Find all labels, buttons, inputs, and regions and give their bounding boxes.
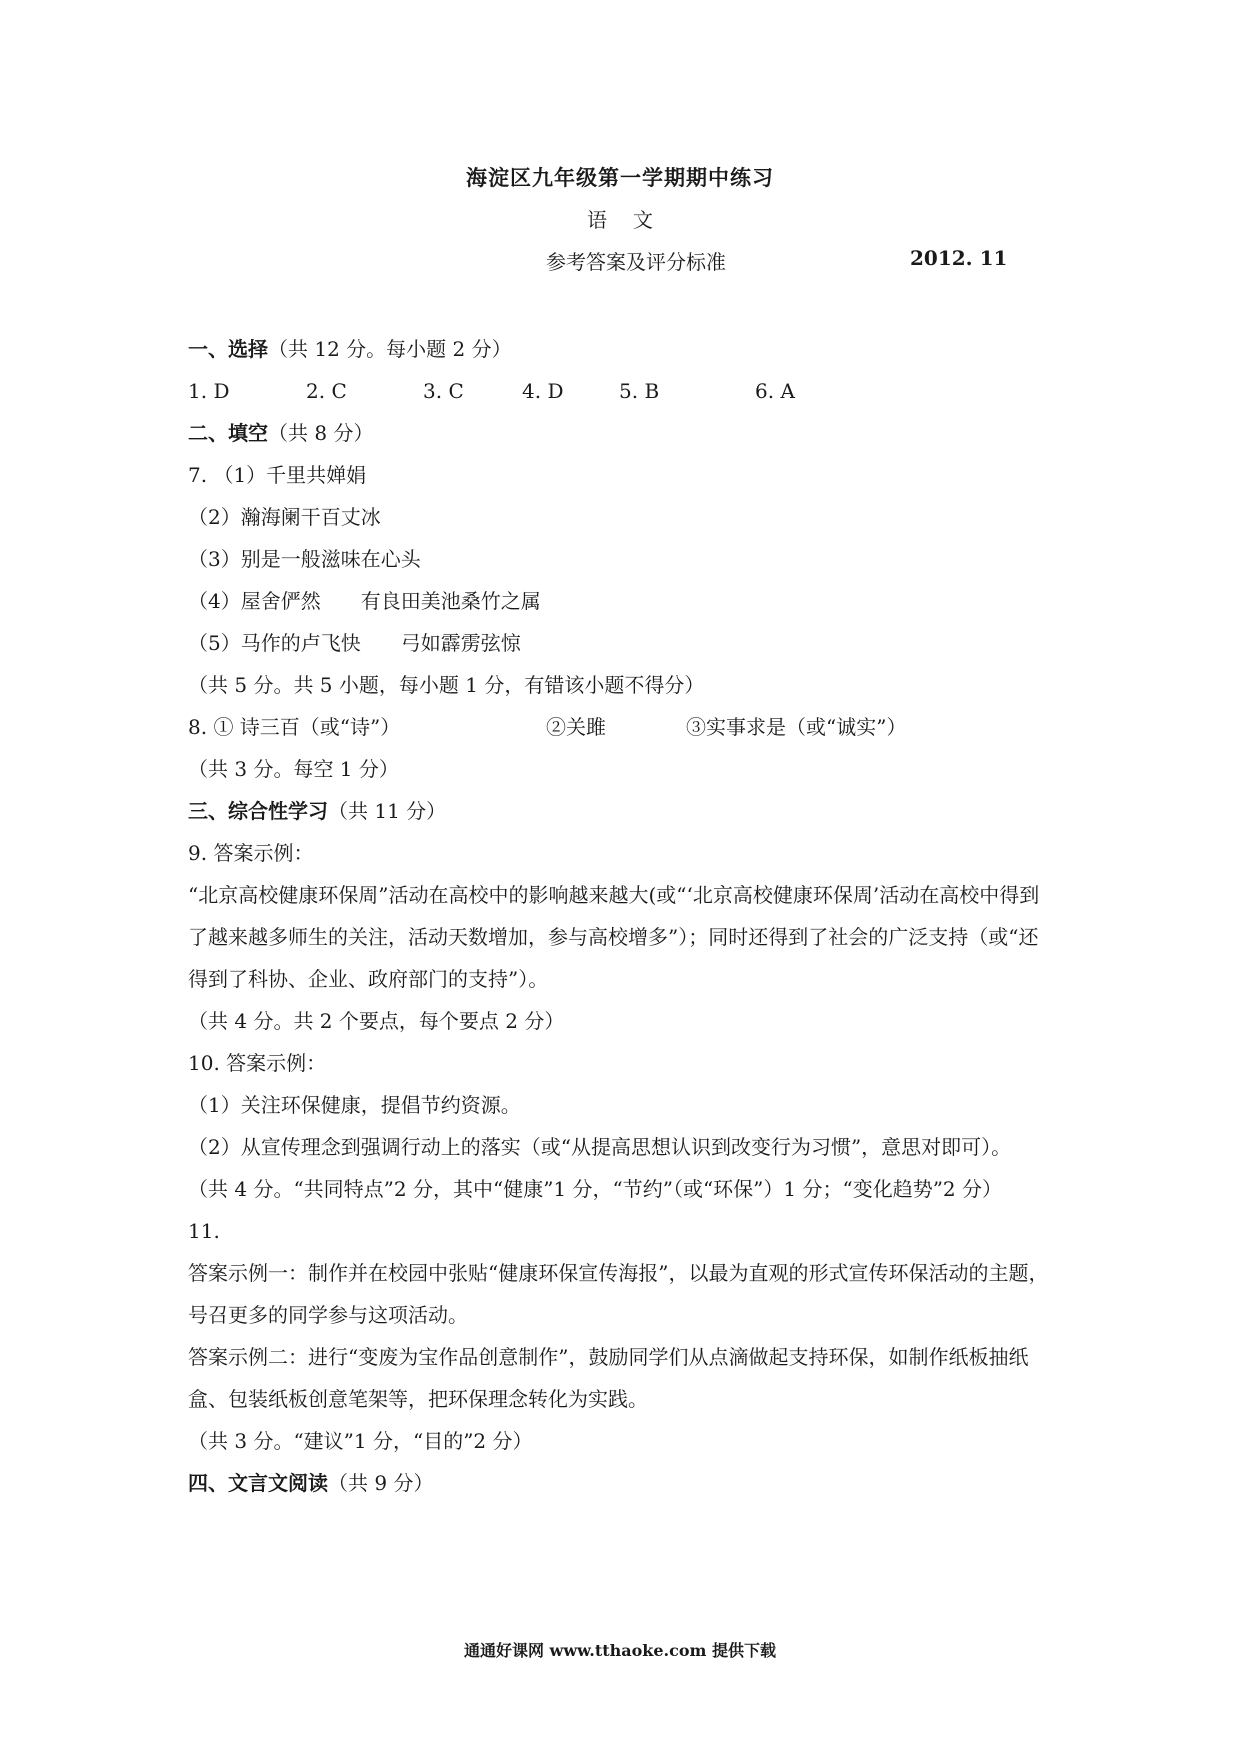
q8-score: （共 3 分。每空 1 分） — [188, 757, 399, 781]
q7-line-1: 7. （1）千里共婵娟 — [188, 463, 367, 487]
q10-line-1: （1）关注环保健康，提倡节约资源。 — [188, 1093, 521, 1117]
q7-line-2: （2）瀚海阑干百丈冰 — [188, 505, 381, 529]
q10-label: 10. 答案示例： — [188, 1051, 327, 1075]
answer-content — [188, 328, 1054, 1504]
q9-score: （共 4 分。共 2 个要点，每个要点 2 分） — [188, 1009, 565, 1033]
answer-5: 5. B — [619, 379, 660, 403]
q11-label: 11. — [188, 1219, 220, 1243]
answer-6: 6. A — [755, 379, 795, 403]
answer-2: 2. C — [306, 379, 347, 403]
page-title: 海淀区九年级第一学期期中练习 — [466, 165, 774, 190]
answer-4: 4. D — [522, 379, 564, 403]
q7-line-4: （4）屋舍俨然 有良田美池桑竹之属 — [188, 589, 541, 613]
q10-score: （共 4 分。“共同特点”2 分，其中“健康”1 分，“节约”（或“环保”）1 分；“变化趋势”2 分） — [188, 1177, 1003, 1201]
q9-label: 9. 答案示例： — [188, 841, 314, 865]
q10-line-2: （2）从宣传理念到强调行动上的落实（或“从提高思想认识到改变行为习惯”，意思对即可）。 — [188, 1135, 1012, 1159]
q11-example-1: 答案示例一：制作并在校园中张贴“健康环保宣传海报”，以最为直观的形式宣传环保活动的主题，号召更多的同学参与这项活动。 — [188, 1261, 1049, 1327]
page-footer: 通通好课网 www.tthaoke.com 提供下载 — [463, 1641, 777, 1660]
q7-line-3: （3）别是一般滋味在心头 — [188, 547, 421, 571]
q8-answers: 8. ① 诗三百（或“诗”） ②关雎 ③实事求是（或“诚实”） — [188, 715, 907, 739]
section-heading-4: 四、文言文阅读（共 9 分） — [188, 1471, 434, 1495]
page-subtitle: 参考答案及评分标准 — [546, 250, 726, 274]
q7-score: （共 5 分。共 5 小题，每小题 1 分，有错该小题不得分） — [188, 673, 705, 697]
q7-line-5: （5）马作的卢飞快 弓如霹雳弦惊 — [188, 631, 521, 655]
subject-label: 语文 — [587, 208, 679, 232]
section-heading-2: 二、填空（共 8 分） — [188, 421, 374, 445]
exam-date: 2012. 11 — [910, 246, 1008, 270]
section-heading-1: 一、选择（共 12 分。每小题 2 分） — [188, 337, 512, 361]
answer-1: 1. D — [188, 379, 230, 403]
section-heading-3: 三、综合性学习（共 11 分） — [188, 799, 447, 823]
q9-text: “北京高校健康环保周”活动在高校中的影响越来越大(或“‘北京高校健康环保周’活动在高校中得到了越来越多师生的关注，活动天数增加，参与高校增多”）；同时还得到了社会的广泛支持（或“还得到了科协、企业、政府部门的支持”）。 — [188, 883, 1040, 991]
q11-example-2: 答案示例二：进行“变废为宝作品创意制作”，鼓励同学们从点滴做起支持环保，如制作纸板抽纸盒、包装纸板创意笔架等，把环保理念转化为实践。 — [188, 1345, 1029, 1411]
q11-score: （共 3 分。“建议”1 分，“目的”2 分） — [188, 1429, 533, 1453]
choice-answers — [188, 370, 1054, 412]
answer-3: 3. C — [423, 379, 464, 403]
